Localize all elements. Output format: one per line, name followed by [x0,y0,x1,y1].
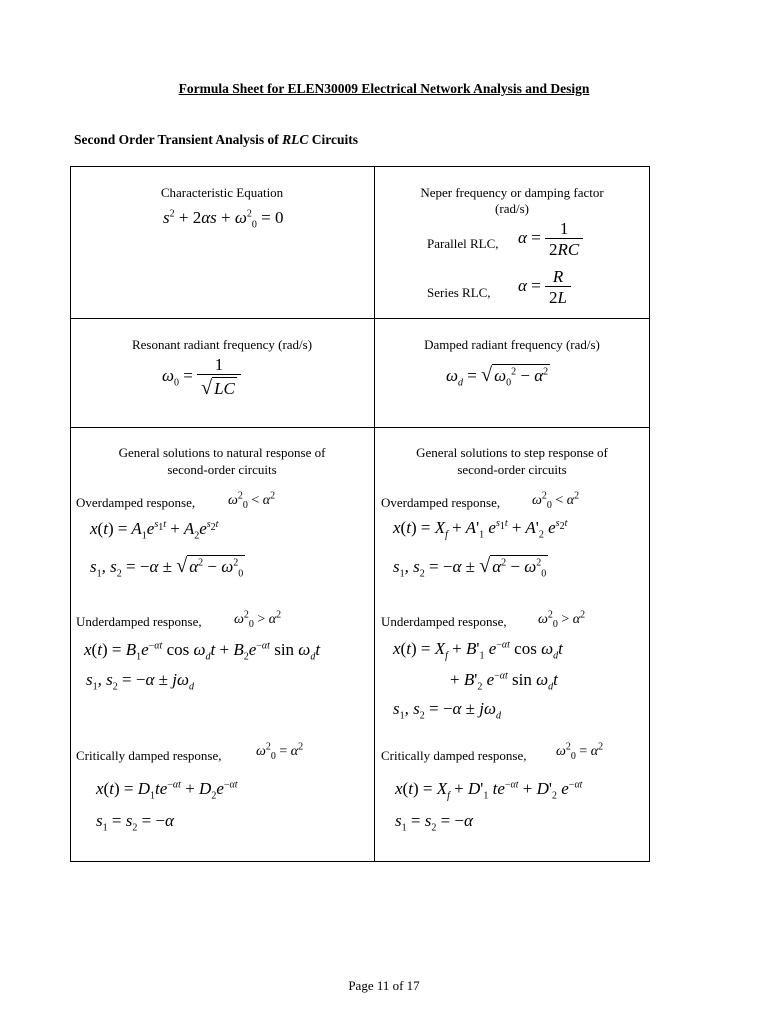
step-critical-formula: $x(t) = X_f + D'_1$ $te^{-\alpha t} + D'_2$ $e^{-\alpha t}$ [395,779,583,802]
step-overdamped-roots: $s_1$, $s_2 = -\alpha$ ± √ $\alpha^2 - \omega^2_0$ [393,555,547,580]
step-underdamped-roots: $s_1$, $s_2 = -\alpha \pm j\omega_d$ [393,699,501,722]
damped-title: Damped radiant frequency (rad/s) [424,337,600,352]
neper-title: Neper frequency or damping factor [420,185,604,200]
section-title [74,132,358,148]
char-eq-formula: $s^2 + 2\alpha s + \omega^2_0 = 0$ [163,208,284,231]
natural-underdamped-formula: $x(t) = B_1e^{-\alpha t}$ $\cos \omega_dt + B_2e^{-\alpha t}$ $\sin \omega_dt$ [84,640,321,663]
natural-title: General solutions to natural response of [118,445,326,460]
step-underdamped-formula-cont: + $B'_2$ $e^{-\alpha t}$ $\sin \omega_dt$ [450,670,558,693]
section-title-suffix: Circuits [308,132,359,147]
step-overdamped-label: Overdamped response, [381,495,501,510]
parallel-alpha-formula: α = $\frac{1}{2RC}$ [518,220,583,258]
natural-critical-roots: $s_1 = s_2 = -\alpha$ [96,811,174,834]
neper-unit: (rad/s) [495,201,529,216]
natural-overdamped-label: Overdamped response, [76,495,196,510]
step-overdamped-condition: $\omega^2_0 < \alpha^2$ [532,490,580,511]
step-subtitle: second-order circuits [457,462,567,477]
series-alpha-formula: α = $\frac{R}{2L}$ [518,268,571,306]
natural-underdamped-condition: $\omega^2_0 > \alpha^2$ [234,609,282,630]
natural-overdamped-condition: $\omega^2_0 < \alpha^2$ [228,490,276,511]
natural-critical-label: Critically damped response, [76,748,222,763]
page-number: Page 11 of 17 [348,978,420,993]
step-critical-condition: $\omega^2_0 = \alpha^2$ [556,741,604,762]
parallel-rlc-label: Parallel RLC, [427,236,499,251]
natural-underdamped-roots: $s_1$, $s_2 = -\alpha \pm j\omega_d$ [86,670,194,693]
section-title-rlc: RLC [282,132,309,147]
table-divider-row-2 [70,427,650,428]
natural-overdamped-roots: $s_1$, $s_2 = -\alpha$ ± √ $\alpha^2 - \omega^2_0$ [90,555,244,580]
char-eq-title: Characteristic Equation [160,185,284,200]
step-overdamped-formula: $x(t) = X_f + A'_1$ $e^{s_1t} + A'_2$ $e^{s_2t}$ [393,518,568,541]
natural-critical-condition: $\omega^2_0 = \alpha^2$ [256,741,304,762]
step-underdamped-formula: $x(t) = X_f + B'_1$ $e^{-\alpha t}$ $\cos \omega_dt$ [393,639,563,662]
step-critical-label: Critically damped response, [381,748,527,763]
step-underdamped-condition: $\omega^2_0 > \alpha^2$ [538,609,586,630]
natural-underdamped-label: Underdamped response, [76,614,202,629]
resonant-title: Resonant radiant frequency (rad/s) [131,337,313,352]
table-divider-vertical [374,166,375,862]
page-title: Formula Sheet for ELEN30009 Electrical Network Analysis and Design [178,81,590,96]
step-critical-roots: $s_1 = s_2 = -\alpha$ [395,811,473,834]
section-title-prefix: Second Order Transient Analysis of [74,132,283,147]
natural-critical-formula: $x(t) = D_1te^{-\alpha t} + D_2e^{-\alpha t}$ [96,779,238,802]
series-rlc-label: Series RLC, [427,285,491,300]
table-divider-row-1 [70,318,650,319]
step-underdamped-label: Underdamped response, [381,614,507,629]
natural-subtitle: second-order circuits [167,462,277,477]
natural-overdamped-formula: $x(t) = A_1e^{s_1t} + A_2e^{s_2t}$ [90,519,219,542]
resonant-formula: $\omega_0$ = $\frac{1}{√ LC}$ [162,356,241,398]
step-title: General solutions to step response of [416,445,608,460]
damped-formula: $\omega_d$ = √ $\omega_0^2 - \alpha^2$ [446,364,549,389]
